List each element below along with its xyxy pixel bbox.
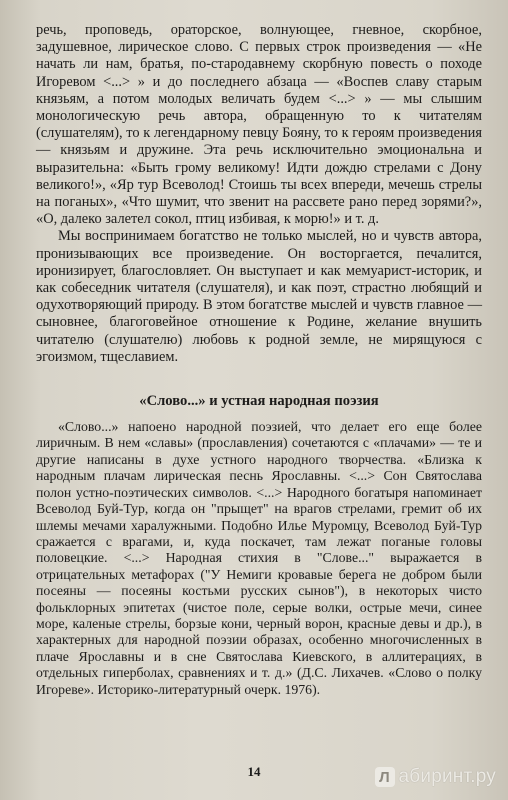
paragraph-3: «Слово...» напоено народной поэзией, что делает его еще более лиричным. В нем «славы» (прославления) сочетаются с «плачами» — те и другие написаны в духе устного народного творчества. «Близка к народным плачам лирическая песнь Ярославны. <...> Сон Святослава полон устно-поэтических символов. <...> Народного богатыря напоминает Всеволод Буй-Тур, когда он "прыщет" на врагов стрелами, гремит об их шлемы мечами харалужными. Подобно Илье Муромцу, Всеволод Буй-Тур сражается с врагами, и, куда поскачет, там лежат поганые головы половецкие. <...> Народная стихия в "Слове..." выражается в отрицательных метафорах ("У Немиги кровавые берега не добром были посеяны — посеяны костьми русских сынов"), в некоторых чисто фольклорных эпитетах (чистое поле, серые волки, острые мечи, синее море, каленые стрелы, борзые кони, черный ворон, красные девы и др.), в характерных для народной поэзии образах, особенно многочисленных в плаче Ярославны и в сне Святослава Киевского, в аллитерациях, в отдельных гиперболах, сравнениях и т. д.» (Д.С. Лихачев. «Слово о полку Игореве». Историко-литературный очерк. 1976). [36, 419, 482, 697]
text-column [36, 22, 482, 698]
section-title: «Слово...» и устная народная поэзия [139, 393, 379, 410]
page-number: 14 [247, 764, 261, 779]
paragraph-1: речь, проповедь, ораторское, волнующее, гневное, скорбное, задушевное, лирическое слово. С первых строк произведения — «Не начать ли нам, братья, по-стародавнему скорбную повесть о походе Игоревом <...> » и до последнего абзаца — «Воспев славу старым князьям, а потом молодых величать будем <...> » — мы слышим монологическую речь автора, обращенную то к читателям (слушателям), то к легендарному певцу Бояну, то к героям произведения — князьям и дружине. Эта речь исключительно эмоциональна и выразительна: «Быть грому великому! Идти дождю стрелами с Дону великого!», «Яр тур Всеволод! Стоишь ты всех впереди, мечешь стрелы на поганых», «Что шумит, что звенит на рассвете рано перед зорями?», «О, далеко залетел сокол, птиц избивая, к морю!» и т. д. [36, 22, 482, 228]
watermark [375, 766, 496, 788]
quote-block [36, 419, 482, 698]
labyrinth-logo-icon: Л [375, 767, 395, 787]
paragraph-2: Мы воспринимаем богатство не только мыслей, но и чувств автора, пронизывающих все произведение. Он восторгается, печалится, иронизирует, благословляет. Он выступает и как мемуарист-историк, и как собеседник читателя (слушателя), и как поэт, страстно любящий и одухотворяющий природу. В этом богатстве мыслей и чувств главное — сыновнее, благоговейное отношение к Родине, желание внушить читателю (слушателю) любовь к родной земле, не мирящуюся с эгоизмом, тщеславием. [36, 228, 482, 365]
watermark-text: абиринт.ру [398, 766, 496, 787]
